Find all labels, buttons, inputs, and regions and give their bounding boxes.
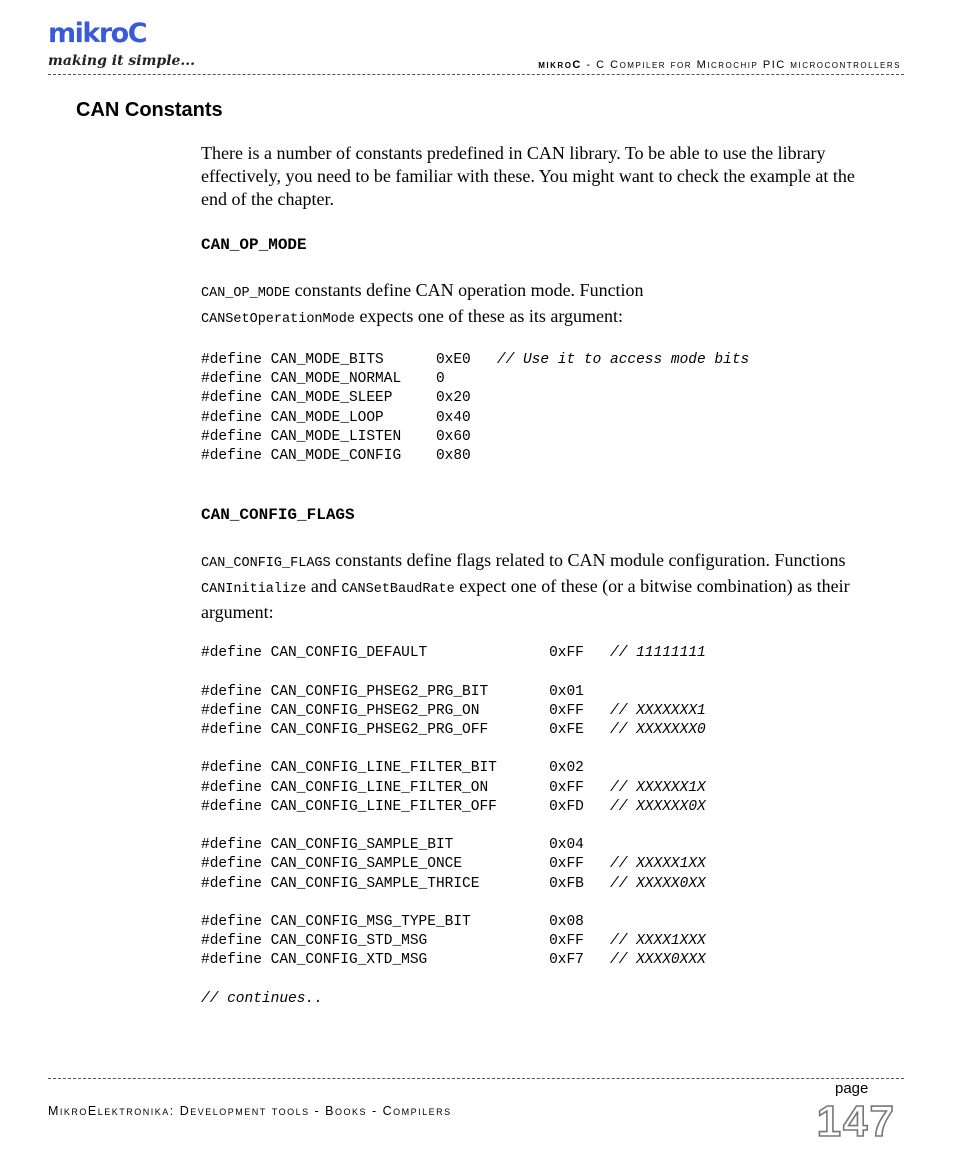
config-flags-line [201, 779, 861, 798]
config-flags-keyword: #define [201, 645, 271, 662]
config-flags-constant-name: CAN_CONFIG_PHSEG2_PRG_OFF [270, 722, 550, 739]
main-content [201, 142, 861, 1009]
op-mode-constant-name: CAN_MODE_CONFIG [270, 448, 436, 465]
op-mode-comment: // Use it to access mode bits [496, 352, 750, 368]
op-mode-constant-name: CAN_MODE_SLEEP [270, 390, 436, 407]
op-mode-constant-name: CAN_MODE_LOOP [270, 409, 436, 426]
op-mode-constant-value: 0x20 [435, 390, 471, 407]
config-flags-comment: // XXXXXXX1 [610, 702, 706, 719]
config-flags-keyword: #define [201, 683, 271, 700]
page-label: page [835, 1080, 869, 1097]
config-flags-constant-name: CAN_CONFIG_DEFAULT [270, 645, 550, 662]
config-flags-description [201, 549, 861, 624]
op-mode-text-2: expects one of these as its argument: [354, 306, 624, 326]
config-flags-keyword: #define [201, 798, 271, 815]
config-flags-code-block [201, 644, 861, 1009]
config-flags-keyword: #define [201, 933, 271, 950]
footer-divider [48, 1078, 904, 1079]
config-flags-comment: // XXXXXX1X [610, 779, 706, 796]
page-number: 147 [816, 1097, 896, 1146]
config-flags-constant-name: CAN_CONFIG_SAMPLE_ONCE [270, 856, 550, 873]
op-mode-keyword: #define [201, 428, 271, 445]
footer-publisher: MikroElektronika: Development tools - Books - Compilers [48, 1104, 452, 1118]
config-flags-constant-name: CAN_CONFIG_LINE_FILTER_ON [270, 779, 550, 796]
config-flags-line [201, 663, 861, 682]
config-flags-constant-value: 0xFF [549, 779, 610, 796]
config-flags-line [201, 740, 861, 759]
config-flags-constant-value: 0xFD [549, 798, 610, 815]
op-mode-code-function: CANSetOperationMode [201, 312, 355, 327]
config-flags-comment: // continues.. [201, 990, 323, 1007]
op-mode-constant-value: 0xE0 [435, 352, 497, 368]
op-mode-line [201, 389, 861, 408]
config-flags-line [201, 836, 861, 855]
config-flags-constant-value: 0xF7 [549, 952, 610, 969]
config-flags-constant-value: 0xFF [549, 645, 610, 662]
config-flags-line [201, 894, 861, 913]
config-flags-line [201, 932, 861, 951]
config-flags-keyword: #define [201, 702, 271, 719]
config-flags-text-1: constants define flags related to CAN module configuration. Functions [330, 550, 846, 571]
config-flags-comment: // XXXXXXX0 [610, 722, 706, 739]
config-flags-comment: // 11111111 [610, 645, 706, 662]
config-flags-constant-value: 0xFB [549, 875, 610, 892]
op-mode-keyword: #define [201, 371, 271, 388]
config-flags-line [201, 798, 861, 817]
config-flags-constant-value: 0xFF [549, 933, 610, 950]
config-flags-constant-name: CAN_CONFIG_SAMPLE_BIT [270, 837, 550, 854]
config-flags-keyword: #define [201, 875, 271, 892]
config-flags-constant-name: CAN_CONFIG_XTD_MSG [270, 952, 550, 969]
op-mode-heading: CAN_OP_MODE [201, 236, 307, 254]
config-flags-keyword: #define [201, 914, 271, 931]
config-flags-constant-name: CAN_CONFIG_STD_MSG [270, 933, 550, 950]
config-flags-constant-value: 0x02 [549, 760, 584, 777]
tagline: making it simple... [48, 53, 196, 69]
config-flags-text-2: and [306, 576, 342, 597]
config-flags-line [201, 721, 861, 740]
op-mode-line [201, 351, 861, 370]
config-flags-keyword: #define [201, 722, 271, 739]
config-flags-keyword: #define [201, 952, 271, 969]
config-flags-keyword: #define [201, 779, 271, 796]
op-mode-code-block [201, 351, 861, 466]
config-flags-constant-value: 0xFE [549, 722, 610, 739]
op-mode-line [201, 370, 861, 389]
config-flags-constant-value: 0x08 [549, 914, 584, 931]
op-mode-text-1: constants define CAN operation mode. Function [290, 280, 644, 300]
config-flags-code-name: CAN_CONFIG_FLAGS [201, 556, 331, 572]
section-title: CAN Constants [76, 99, 223, 121]
config-flags-line [201, 951, 861, 970]
config-flags-constant-name: CAN_CONFIG_PHSEG2_PRG_BIT [270, 683, 550, 700]
op-mode-constant-value: 0x40 [435, 409, 471, 426]
config-flags-constant-name: CAN_CONFIG_SAMPLE_THRICE [270, 875, 550, 892]
op-mode-description [201, 279, 861, 331]
config-flags-line [201, 971, 861, 990]
config-flags-line [201, 875, 861, 894]
op-mode-keyword: #define [201, 448, 271, 465]
config-flags-line [201, 855, 861, 874]
config-flags-constant-value: 0x04 [549, 837, 584, 854]
op-mode-constant-name: CAN_MODE_BITS [270, 352, 436, 368]
op-mode-keyword: #define [201, 409, 271, 426]
config-flags-code-fn-1: CANInitialize [201, 582, 307, 598]
config-flags-comment: // XXXXX1XX [610, 856, 706, 873]
running-header [538, 59, 901, 71]
op-mode-line [201, 409, 861, 428]
op-mode-constant-value: 0x60 [435, 428, 471, 445]
config-flags-constant-name: CAN_CONFIG_MSG_TYPE_BIT [270, 914, 550, 931]
config-flags-constant-name: CAN_CONFIG_PHSEG2_PRG_ON [270, 702, 550, 719]
config-flags-constant-value: 0xFF [549, 702, 610, 719]
config-flags-line [201, 702, 861, 721]
config-flags-line [201, 817, 861, 836]
op-mode-constant-value: 0x80 [435, 448, 471, 465]
intro-paragraph: There is a number of constants predefined in CAN library. To be able to use the library effectively, you need to be familiar with these. You might want to check the example at the end of the chapter. [201, 143, 855, 209]
config-flags-comment: // XXXX0XXX [610, 952, 706, 969]
config-flags-heading: CAN_CONFIG_FLAGS [201, 506, 355, 525]
config-flags-keyword: #define [201, 856, 271, 873]
config-flags-text-3: expect one of these (or a bitwise combination) as their argument: [201, 576, 850, 623]
running-header-text: - C Compiler for Microchip PIC microcontrollers [581, 59, 901, 71]
config-flags-comment: // XXXX1XXX [610, 933, 706, 950]
config-flags-keyword: #define [201, 760, 271, 777]
config-flags-line [201, 759, 861, 778]
mikroc-logo: mikroC [48, 18, 147, 49]
op-mode-keyword: #define [201, 352, 271, 368]
op-mode-constant-name: CAN_MODE_LISTEN [270, 428, 436, 445]
config-flags-code-fn-2: CANSetBaudRate [341, 582, 455, 598]
config-flags-comment: // XXXXX0XX [610, 875, 706, 892]
op-mode-line [201, 428, 861, 447]
header-divider [48, 74, 904, 75]
config-flags-line [201, 990, 861, 1009]
config-flags-line [201, 683, 861, 702]
config-flags-comment: // XXXXXX0X [610, 798, 706, 815]
config-flags-line [201, 644, 861, 663]
op-mode-code-name: CAN_OP_MODE [201, 286, 291, 301]
op-mode-line [201, 447, 861, 466]
op-mode-keyword: #define [201, 390, 271, 407]
config-flags-keyword: #define [201, 837, 271, 854]
config-flags-constant-value: 0x01 [549, 683, 584, 700]
config-flags-constant-name: CAN_CONFIG_LINE_FILTER_OFF [270, 798, 550, 815]
op-mode-constant-name: CAN_MODE_NORMAL [270, 371, 436, 388]
running-header-brand: mikroC [538, 59, 582, 71]
op-mode-constant-value: 0 [435, 371, 445, 388]
config-flags-constant-name: CAN_CONFIG_LINE_FILTER_BIT [270, 760, 550, 777]
config-flags-constant-value: 0xFF [549, 856, 610, 873]
config-flags-line [201, 913, 861, 932]
